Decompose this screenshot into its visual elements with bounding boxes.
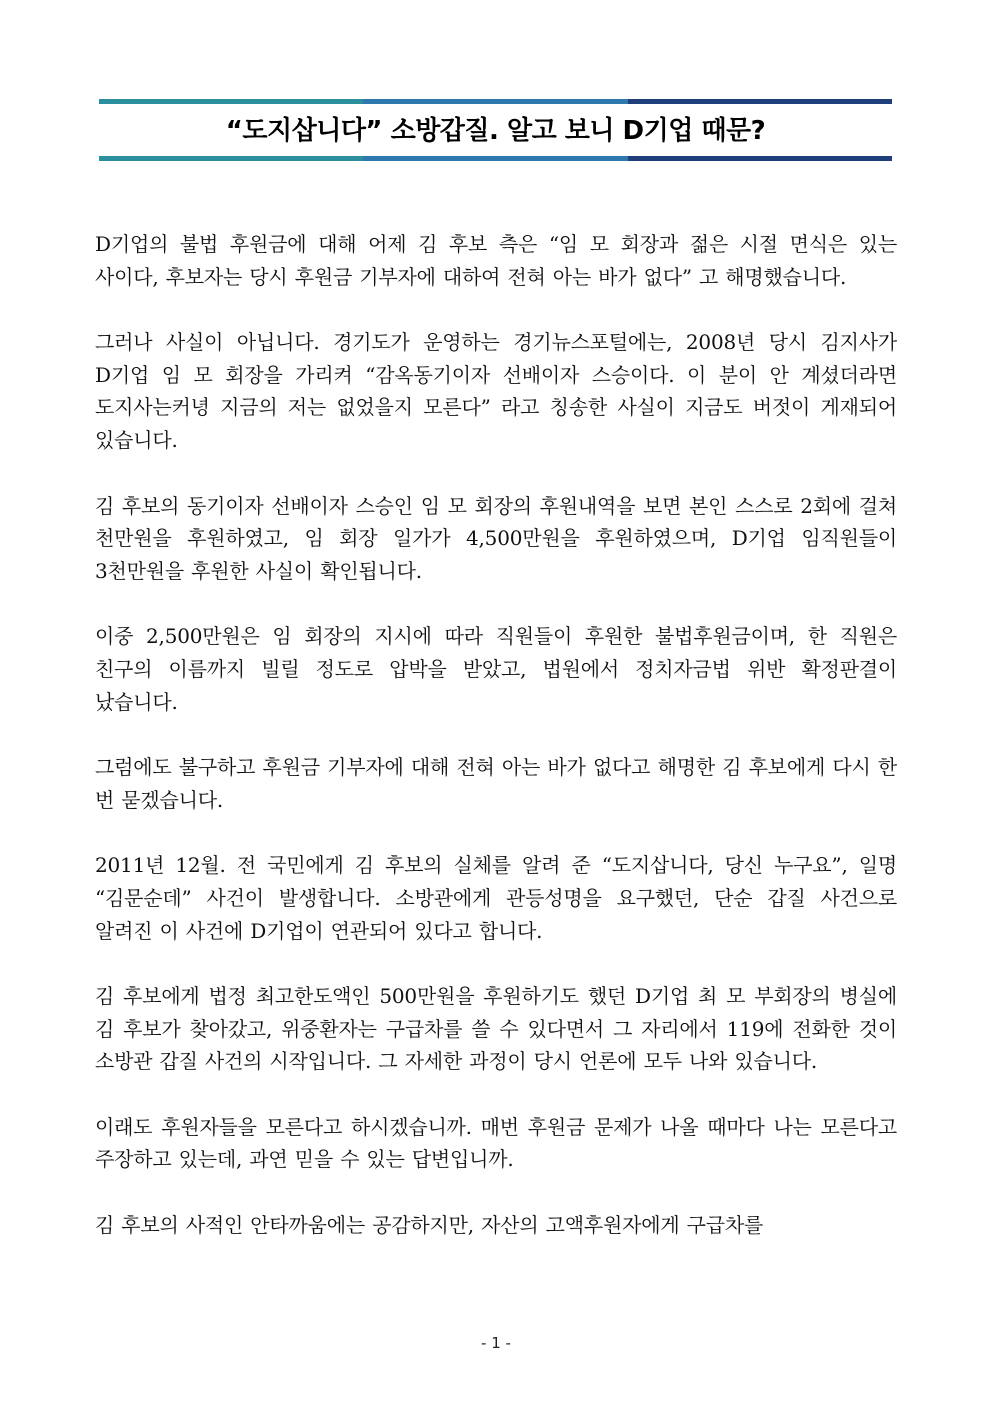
rule-segment-right: [628, 156, 892, 161]
title-box: [99, 99, 892, 163]
document-body: [95, 228, 897, 1275]
paragraph-1: D기업의 불법 후원금에 대해 어제 김 후보 측은 “임 모 회장과 젊은 시절 면식은 있는 사이다, 후보자는 당시 후원금 기부자에 대하여 전혀 아는 바가 없다” 고 해명했습니다.: [95, 232, 897, 289]
paragraph-7: 김 후보에게 법정 최고한도액인 500만원을 후원하기도 했던 D기업 최 모 부회장의 병실에 김 후보가 찾아갔고, 위중환자는 구급차를 쓸 수 있다면서 그 자리에서 119에 전화한 것이 소방관 갑질 사건의 시작입니다. 그 자세한 과정이 당시 언론에 모두 나와 있습니다.: [95, 984, 897, 1074]
paragraph-5: 그럼에도 불구하고 후원금 기부자에 대해 전혀 아는 바가 없다고 해명한 김 후보에게 다시 한 번 묻겠습니다.: [95, 755, 897, 812]
rule-segment-middle: [363, 156, 627, 161]
paragraph-6: 2011년 12월. 전 국민에게 김 후보의 실체를 알려 준 “도지삽니다, 당신 누구요”, 일명 “김문순데” 사건이 발생합니다. 소방관에게 관등성명을 요구했던, 단순 갑질 사건으로 알려진 이 사건에 D기업이 연관되어 있다고 합니다.: [95, 853, 897, 943]
paragraph-3: 김 후보의 동기이자 선배이자 스승인 임 모 회장의 후원내역을 보면 본인 스스로 2회에 걸쳐 천만원을 후원하였고, 임 회장 일가가 4,500만원을 후원하였으며, D기업 임직원들이 3천만원을 후원한 사실이 확인됩니다.: [95, 493, 897, 583]
paragraph-2: 그러나 사실이 아닙니다. 경기도가 운영하는 경기뉴스포털에는, 2008년 당시 김지사가 D기업 임 모 회장을 가리켜 “감옥동기이자 선배이자 스승이다. 이 분이 안 계셨더라면 도지사는커녕 지금의 저는 없었을지 모른다” 라고 칭송한 사실이 지금도 버젓이 게재되어 있습니다.: [95, 330, 897, 452]
rule-segment-left: [99, 156, 363, 161]
paragraph-4: 이중 2,500만원은 임 회장의 지시에 따라 직원들이 후원한 불법후원금이며, 한 직원은 친구의 이름까지 빌릴 정도로 압박을 받았고, 법원에서 정치자금법 위반 확정판결이 났습니다.: [95, 624, 897, 714]
title-bottom-rule: [99, 156, 892, 161]
document-title: “도지삽니다” 소방갑질. 알고 보니 D기업 때문?: [225, 116, 766, 146]
rule-segment-left: [99, 99, 363, 104]
rule-segment-right: [628, 99, 892, 104]
title-top-rule: [99, 99, 892, 104]
paragraph-9: 김 후보의 사적인 안타까움에는 공감하지만, 자산의 고액후원자에게 구급차를: [95, 1213, 764, 1238]
page-number: - 1 -: [481, 1334, 511, 1352]
paragraph-8: 이래도 후원자들을 모른다고 하시겠습니까. 매번 후원금 문제가 나올 때마다 나는 모른다고 주장하고 있는데, 과연 믿을 수 있는 답변입니까.: [95, 1114, 897, 1172]
rule-segment-middle: [363, 99, 627, 104]
